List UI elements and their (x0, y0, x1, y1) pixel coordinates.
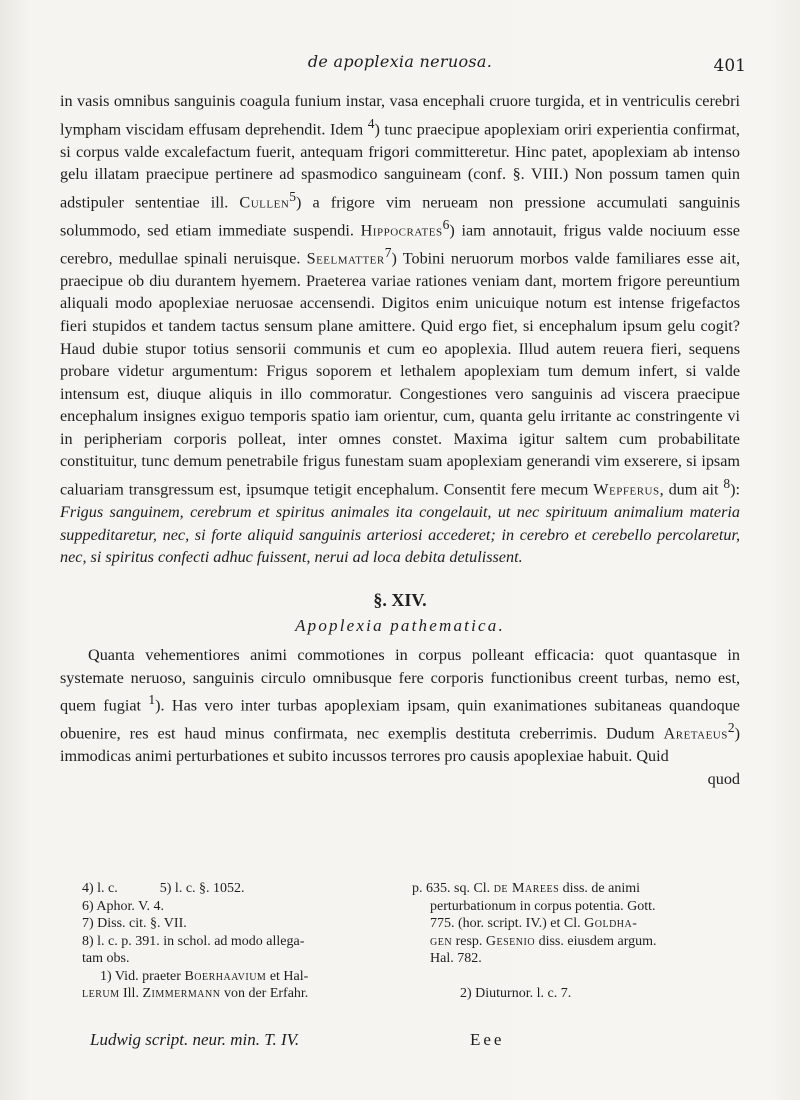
footnote-cont-line (412, 915, 742, 933)
footnote-ref: 2 (727, 720, 735, 736)
footnote-ref: 7 (384, 244, 392, 260)
footnote-7: 7) Diss. cit. §. VII. (82, 916, 187, 931)
footnote-8-cont: tam obs. (82, 951, 130, 966)
body-text (60, 90, 740, 790)
footnote-cont-line: perturbationum in corpus potentia. Gott. (430, 898, 656, 914)
author-name: Zimmermann (142, 986, 221, 1001)
author-name: Boerhaavium (184, 968, 267, 984)
quotation: Frigus sanguinem, cerebrum et spiritus animales ita congelauit, ut nec spirituum animalium materia suppeditaretur, nec, si forte aliquid sanguinis arteriosi accederet; in cerebro et cerebello percolaretur, nec, si spiritus confecti adhuc fuissent, nerui ad loca debita detulissent. (60, 503, 740, 567)
running-title: de apoplexia neruosa. (307, 52, 493, 71)
footnote-cont-line (412, 880, 742, 898)
text-run: von der Erfahr. (220, 986, 309, 1001)
catchword: quod (707, 769, 740, 788)
footnote-ref: 6 (442, 216, 450, 232)
text-run: diss. de animi (559, 881, 641, 896)
paragraph-2 (60, 644, 740, 768)
footnote-ref: 8 (723, 476, 731, 492)
text-run: , dum ait (659, 480, 724, 499)
signature-line: Ludwig script. neur. min. T. IV. (90, 1030, 300, 1049)
paragraph-1 (60, 90, 740, 569)
author-name: Cullen (239, 193, 290, 212)
text-run: 1) Vid. praeter (100, 968, 185, 984)
footnote-cont-line (412, 933, 742, 951)
footnote-4: 4) l. c. (82, 881, 118, 896)
footnote-ref: 5 (289, 188, 297, 204)
author-name: de Marees (493, 881, 560, 896)
author-name: Goldha- (584, 916, 638, 931)
footnote-1 (82, 968, 392, 986)
author-name: Aretaeus (663, 724, 728, 743)
sheet-mark: Eee (470, 1030, 505, 1049)
author-name: lerum (82, 986, 120, 1001)
footnote-cont-line: Hal. 782. (430, 951, 482, 966)
text-run: et Hal- (266, 968, 309, 984)
text-run: Quanta vehementiores animi commotiones in corpus polleant efficacia: quot quantasque in systemate neruoso, sanguinis circulo omnibusque fere corporis functionibus creent turbas, nemo est, quem fugiat (60, 646, 740, 715)
author-name: Wepferus (593, 480, 660, 499)
page-footer (0, 1030, 800, 1060)
author-name: gen (430, 933, 453, 949)
running-head (0, 48, 800, 78)
text-run: resp. (452, 933, 486, 949)
text-run: diss. eiusdem argum. (535, 933, 657, 949)
footnote-8: 8) l. c. p. 391. in schol. ad modo allega- (82, 933, 305, 949)
text-run: ): (730, 480, 740, 499)
text-run: ) a frigore vim nerueam non pressione accumulati sanguinis solummodo, sed etiam immediate suspendi. (60, 193, 740, 240)
footnote-1-cont (82, 985, 392, 1003)
footnote-5: 5) l. c. §. 1052. (159, 881, 245, 896)
text-run: ). Has vero inter turbas apoplexiam ipsam, quin exanimationes subitaneas quandoque obuenire, res est haud minus confirmata, nec exemplis destituta creberrimis. Dudum (60, 696, 740, 743)
text-run: ) Tobini neruorum morbos valde familiares esse ait, praecipue ob diu durantem hyemem. Praeterea variae rationes veniam dant, mortem frigore pereuntium aliquali modo apoplexiae neruosae accensendi. Digitos enim unicuique notum est intense frigefactos fieri stupidos et tandem tactus sensum plane amittere. Quid ergo fiet, si encephalum ipsum gelu cogit? Haud dubie stupor totius sensorii communis et cum eo apoplexia. Illud autem reuera fieri, sequens probare videtur argumentum: Frigus soporem et lethalem apoplexiam tum demum infert, si valde intensum est, diuque aliquis in illo commoratur. Congestiones vero sanguinis ad viscera praecipue encephalum insignes exiguo temporis spatio iam orientur, cum, quanta gelu irritante ac constringente vi in peripheriam corporis polleat, inter omnes constet. Maxima igitur saltem cum probabilitate constituitur, tunc demum penetrabile frigus funestam suam apoplexiam generandi vim exserere, si ipsam caluariam transgressum est, ipsumque tetigit encephalum. Consentit fere mecum (60, 249, 741, 499)
author-name: Seelmatter (306, 249, 385, 268)
text-run: ) iam annotauit, frigus valde nociuum esse cerebro, medullae spinali neruisque. (60, 221, 740, 268)
text-run: Ill. (119, 986, 143, 1001)
footnote-ref: 4 (367, 115, 375, 131)
footnote-ref: 1 (148, 692, 156, 708)
text-run: ) immodicas animi perturbationes et subito incussos terrores pro causis apoplexiae habuit. Quid (60, 724, 740, 766)
text-run: ) tunc praecipue apoplexiam oriri experientia confirmat, si corpus valde excalefactum fuerit, antequam frigori committeretur. Hinc patet, apoplexiam ab intenso gelu illatam praecipue pertinere ad spasmodico sanguineam (conf. §. VIII.) Non possum tamen quin adstipuler sententiae ill. (60, 119, 740, 212)
text-run: in vasis omnibus sanguinis coagula funium instar, vasa encephali cruore turgida, et in ventriculis cerebri lympham viscidam effusam deprehendit. Idem (60, 92, 740, 138)
section-number: §. XIV. (373, 589, 427, 610)
page-number: 401 (713, 56, 746, 76)
footnote-row (82, 880, 392, 898)
text-run: p. 635. sq. Cl. (412, 881, 494, 896)
section-title: Apoplexia pathematica. (295, 616, 505, 636)
footnotes-right-column (412, 880, 742, 1003)
author-name: Hippocrates (360, 221, 443, 240)
footnotes-left-column (82, 880, 392, 1003)
footnote-6: 6) Aphor. V. 4. (82, 898, 164, 914)
text-run: 775. (hor. script. IV.) et Cl. (430, 916, 585, 931)
footnote-2: 2) Diuturnor. l. c. 7. (460, 986, 572, 1001)
author-name: Gesenio (485, 933, 536, 949)
footnote-spacer (412, 968, 742, 986)
